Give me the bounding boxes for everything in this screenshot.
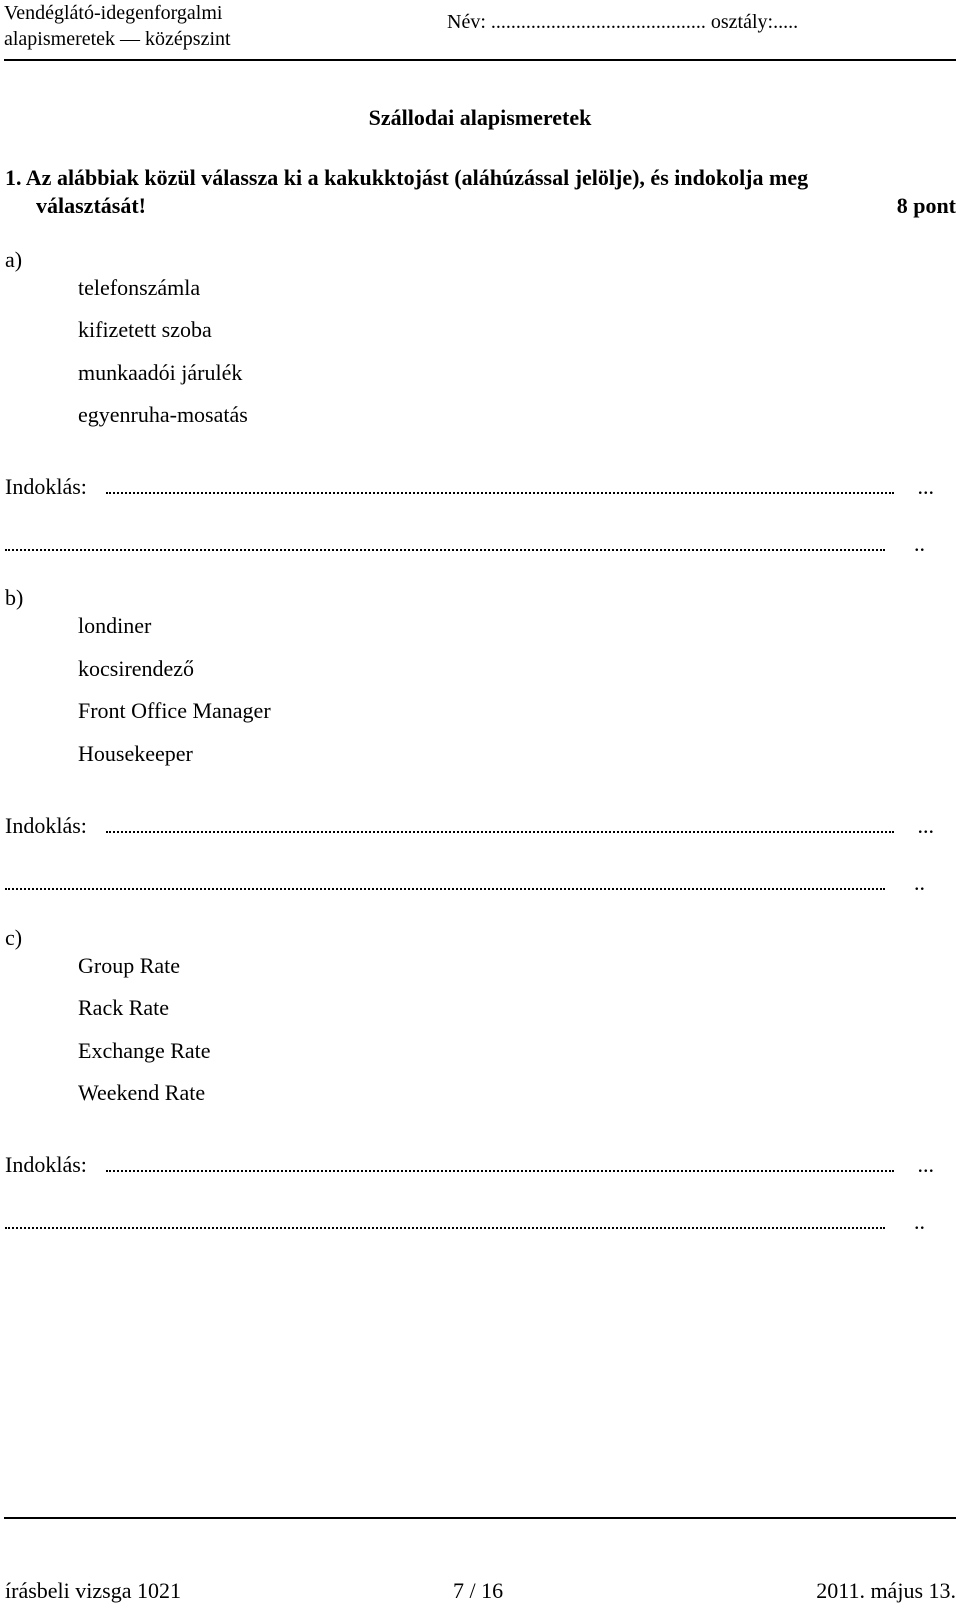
footer-date: 2011. május 13. bbox=[816, 1578, 956, 1603]
option-c-4[interactable]: Weekend Rate bbox=[78, 1080, 206, 1105]
option-c-3[interactable]: Exchange Rate bbox=[78, 1038, 211, 1063]
line-tail: ... bbox=[917, 1154, 934, 1176]
option-b-3[interactable]: Front Office Manager bbox=[78, 698, 271, 723]
question-text-line2: választását! bbox=[36, 193, 146, 218]
question-text-line1: 1. Az alábbiak közül válassza ki a kakukktojást (aláhúzással jelölje), és indokolja meg bbox=[5, 165, 809, 190]
line-tail: .. bbox=[914, 872, 925, 894]
line-tail: .. bbox=[914, 1211, 925, 1233]
justification-line-c-1[interactable] bbox=[106, 1154, 934, 1176]
justification-line-b-1[interactable] bbox=[106, 815, 934, 837]
justification-label-b: Indoklás: bbox=[5, 813, 87, 838]
name-class-field: Név: ........................................... osztály:..... bbox=[447, 11, 799, 33]
option-c-1[interactable]: Group Rate bbox=[78, 953, 181, 978]
footer-exam-code: írásbeli vizsga 1021 bbox=[5, 1578, 181, 1603]
justification-line-c-2[interactable] bbox=[5, 1211, 925, 1233]
exam-subject-line1: Vendéglátó-idegenforgalmi bbox=[4, 2, 223, 24]
line-tail: .. bbox=[914, 533, 925, 555]
justification-label-a: Indoklás: bbox=[5, 474, 87, 499]
footer-rule bbox=[4, 1517, 956, 1519]
option-a-1[interactable]: telefonszámla bbox=[78, 275, 201, 300]
header-rule bbox=[4, 59, 956, 61]
option-a-4[interactable]: egyenruha-mosatás bbox=[78, 402, 248, 427]
line-tail: ... bbox=[917, 815, 934, 837]
exam-subject bbox=[4, 0, 231, 52]
option-a-2[interactable]: kifizetett szoba bbox=[78, 317, 212, 342]
justification-line-a-2[interactable] bbox=[5, 533, 925, 555]
footer-page-number: 7 / 16 bbox=[453, 1578, 504, 1603]
option-c-2[interactable]: Rack Rate bbox=[78, 995, 170, 1020]
question-points: 8 pont bbox=[896, 193, 956, 218]
section-title: Szállodai alapismeretek bbox=[368, 105, 592, 130]
option-b-4[interactable]: Housekeeper bbox=[78, 741, 193, 766]
option-b-1[interactable]: londiner bbox=[78, 613, 152, 638]
group-label-c: c) bbox=[5, 925, 23, 950]
line-tail: ... bbox=[917, 476, 934, 498]
option-a-3[interactable]: munkaadói járulék bbox=[78, 360, 243, 385]
exam-subject-line2: alapismeretek — középszint bbox=[4, 28, 231, 50]
group-label-a: a) bbox=[5, 247, 23, 272]
justification-line-a-1[interactable] bbox=[106, 476, 934, 498]
justification-line-b-2[interactable] bbox=[5, 872, 925, 894]
justification-label-c: Indoklás: bbox=[5, 1152, 87, 1177]
group-label-b: b) bbox=[5, 585, 24, 610]
option-b-2[interactable]: kocsirendező bbox=[78, 656, 195, 681]
